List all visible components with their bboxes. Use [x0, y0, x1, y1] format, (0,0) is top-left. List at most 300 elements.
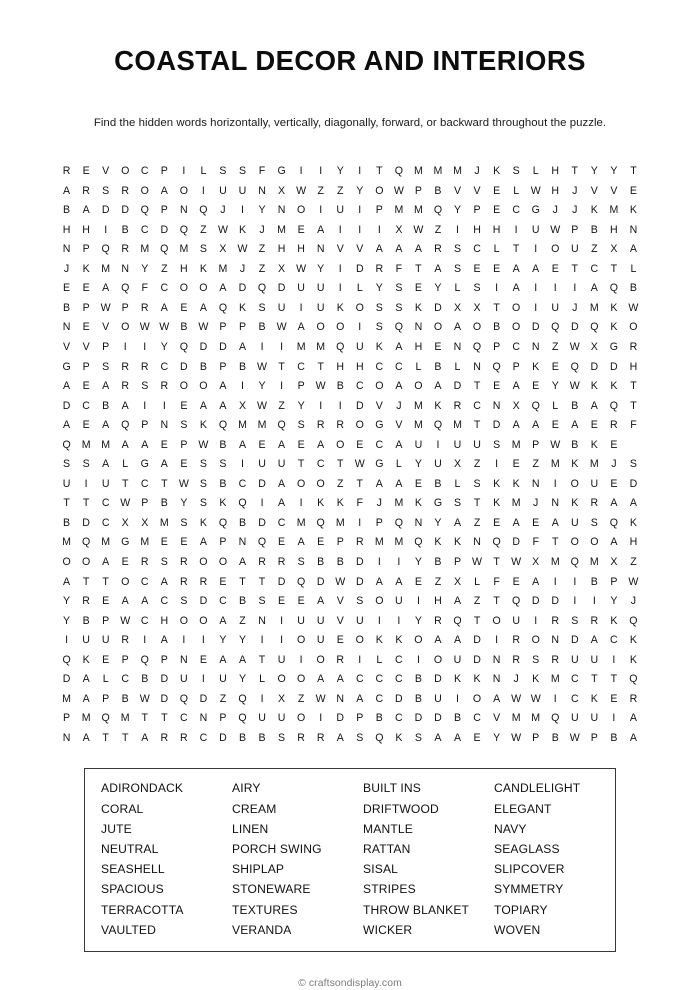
grid-cell[interactable]: W [550, 438, 561, 451]
grid-cell[interactable]: P [102, 692, 110, 705]
grid-cell[interactable]: A [102, 419, 110, 432]
grid-cell[interactable]: K [629, 204, 637, 217]
grid-cell[interactable]: S [199, 458, 207, 471]
grid-cell[interactable]: W [628, 575, 639, 588]
grid-cell[interactable]: R [316, 419, 325, 432]
grid-cell[interactable]: I [280, 340, 284, 353]
grid-cell[interactable]: S [395, 282, 403, 295]
grid-cell[interactable]: J [474, 165, 480, 178]
grid-cell[interactable]: K [590, 204, 598, 217]
grid-cell[interactable]: S [278, 731, 286, 744]
grid-cell[interactable]: A [629, 731, 637, 744]
grid-cell[interactable]: K [82, 653, 90, 666]
word-search-grid[interactable] [57, 162, 643, 748]
grid-cell[interactable]: D [355, 399, 364, 412]
grid-cell[interactable]: V [102, 165, 110, 178]
grid-cell[interactable]: M [238, 419, 247, 432]
grid-cell[interactable]: R [180, 731, 188, 744]
grid-cell[interactable]: K [395, 731, 403, 744]
grid-cell[interactable]: M [296, 516, 306, 529]
grid-cell[interactable]: P [121, 301, 129, 314]
word-list-item[interactable]: NEUTRAL [101, 842, 159, 857]
grid-cell[interactable]: K [375, 340, 383, 353]
grid-cell[interactable]: W [257, 399, 268, 412]
grid-cell[interactable]: B [219, 477, 227, 490]
word-list-item[interactable]: WOVEN [494, 922, 541, 937]
grid-cell[interactable]: D [512, 536, 520, 549]
grid-cell[interactable]: I [104, 223, 108, 236]
grid-cell[interactable]: S [395, 301, 403, 314]
grid-cell[interactable]: Y [238, 673, 247, 686]
grid-cell[interactable]: D [453, 380, 462, 393]
grid-cell[interactable]: W [354, 458, 365, 471]
grid-cell[interactable]: Y [493, 731, 501, 744]
grid-cell[interactable]: A [121, 595, 129, 608]
grid-cell[interactable]: D [629, 477, 638, 490]
grid-cell[interactable]: B [63, 204, 71, 217]
grid-cell[interactable]: B [258, 321, 266, 334]
grid-cell[interactable]: J [552, 204, 558, 217]
grid-cell[interactable]: A [317, 595, 325, 608]
grid-cell[interactable]: K [590, 692, 598, 705]
grid-cell[interactable]: M [453, 419, 462, 432]
grid-cell[interactable]: B [336, 380, 344, 393]
grid-cell[interactable]: R [629, 692, 638, 705]
grid-cell[interactable]: A [63, 575, 71, 588]
grid-cell[interactable]: L [376, 653, 383, 666]
grid-cell[interactable]: J [220, 204, 226, 217]
grid-cell[interactable]: Y [63, 595, 71, 608]
grid-cell[interactable]: W [139, 321, 150, 334]
grid-cell[interactable]: D [258, 477, 266, 490]
grid-cell[interactable]: H [62, 223, 71, 236]
grid-cell[interactable]: S [199, 477, 207, 490]
grid-cell[interactable]: V [590, 184, 598, 197]
grid-cell[interactable]: U [219, 184, 227, 197]
grid-cell[interactable]: D [355, 556, 364, 568]
grid-cell[interactable]: M [453, 165, 462, 178]
grid-cell[interactable]: A [375, 575, 383, 588]
grid-cell[interactable]: C [238, 477, 247, 490]
grid-cell[interactable]: A [512, 419, 520, 432]
grid-cell[interactable]: A [590, 634, 598, 647]
grid-cell[interactable]: C [395, 712, 403, 725]
grid-cell[interactable]: M [550, 556, 560, 568]
grid-cell[interactable]: D [355, 575, 364, 588]
grid-cell[interactable]: A [278, 477, 286, 490]
grid-cell[interactable]: W [159, 321, 170, 334]
grid-cell[interactable]: D [160, 673, 169, 686]
grid-cell[interactable]: C [375, 673, 384, 686]
grid-cell[interactable]: U [453, 653, 462, 666]
grid-cell[interactable]: Y [610, 595, 618, 608]
grid-cell[interactable]: E [629, 184, 637, 197]
grid-cell[interactable]: I [143, 399, 147, 412]
grid-cell[interactable]: K [434, 536, 442, 549]
grid-cell[interactable]: A [238, 438, 247, 451]
grid-cell[interactable]: U [434, 458, 442, 471]
grid-cell[interactable]: F [141, 282, 148, 295]
grid-cell[interactable]: W [530, 184, 541, 197]
grid-cell[interactable]: V [63, 340, 71, 353]
grid-cell[interactable]: Z [219, 692, 227, 705]
grid-cell[interactable]: C [160, 360, 169, 373]
grid-cell[interactable]: M [394, 497, 404, 510]
grid-cell[interactable]: K [453, 673, 462, 686]
grid-cell[interactable]: W [569, 380, 580, 393]
grid-cell[interactable]: H [355, 360, 364, 373]
grid-cell[interactable]: X [395, 223, 403, 236]
grid-cell[interactable]: S [180, 595, 188, 608]
grid-cell[interactable]: N [62, 321, 71, 334]
grid-cell[interactable]: K [571, 458, 579, 471]
grid-cell[interactable]: Y [160, 340, 168, 353]
grid-cell[interactable]: T [493, 595, 500, 608]
grid-cell[interactable]: A [238, 653, 247, 666]
grid-cell[interactable]: D [414, 712, 423, 725]
grid-cell[interactable]: G [433, 497, 443, 510]
word-list-item[interactable]: DRIFTWOOD [363, 801, 439, 816]
grid-cell[interactable]: R [140, 360, 149, 373]
grid-cell[interactable]: B [82, 614, 90, 627]
grid-cell[interactable]: B [414, 673, 422, 686]
grid-cell[interactable]: U [258, 712, 266, 725]
grid-cell[interactable]: W [257, 360, 268, 373]
grid-cell[interactable]: L [630, 262, 637, 275]
grid-cell[interactable]: O [531, 634, 540, 647]
grid-cell[interactable]: O [336, 438, 345, 451]
grid-cell[interactable]: S [629, 458, 637, 471]
grid-cell[interactable]: A [493, 692, 501, 705]
grid-cell[interactable]: C [375, 692, 384, 705]
grid-cell[interactable]: O [492, 614, 501, 627]
word-list-item[interactable]: SEAGLASS [494, 842, 560, 857]
grid-cell[interactable]: T [239, 575, 246, 588]
grid-cell[interactable]: X [278, 692, 286, 705]
word-list-item[interactable]: NAVY [494, 821, 527, 836]
grid-cell[interactable]: Y [356, 184, 364, 197]
grid-cell[interactable]: R [121, 360, 130, 373]
grid-cell[interactable]: P [493, 340, 501, 353]
grid-cell[interactable]: D [473, 653, 481, 666]
grid-cell[interactable]: C [395, 653, 403, 666]
grid-cell[interactable]: I [358, 653, 362, 666]
grid-cell[interactable]: H [473, 223, 481, 236]
grid-cell[interactable]: T [317, 360, 324, 373]
grid-cell[interactable]: G [531, 204, 540, 217]
word-list-item[interactable]: CREAM [232, 801, 277, 816]
grid-cell[interactable]: D [590, 360, 599, 373]
grid-cell[interactable]: R [375, 262, 384, 275]
grid-cell[interactable]: U [551, 301, 560, 314]
grid-cell[interactable]: T [473, 497, 481, 510]
grid-cell[interactable]: S [453, 243, 462, 256]
grid-cell[interactable]: A [297, 321, 305, 334]
grid-cell[interactable]: U [62, 477, 71, 490]
grid-cell[interactable]: Q [570, 556, 579, 568]
grid-cell[interactable]: I [182, 165, 186, 178]
grid-cell[interactable]: Y [258, 204, 266, 217]
grid-cell[interactable]: A [532, 262, 540, 275]
grid-cell[interactable]: S [356, 595, 364, 608]
grid-cell[interactable]: C [160, 282, 169, 295]
grid-cell[interactable]: L [415, 360, 422, 373]
grid-cell[interactable]: I [299, 165, 303, 178]
grid-cell[interactable]: V [473, 184, 481, 197]
grid-cell[interactable]: Q [336, 340, 345, 353]
grid-cell[interactable]: M [531, 712, 541, 725]
grid-cell[interactable]: E [180, 536, 188, 549]
grid-cell[interactable]: C [297, 360, 305, 373]
grid-cell[interactable]: I [358, 516, 362, 529]
grid-cell[interactable]: Z [258, 262, 266, 275]
grid-cell[interactable]: A [238, 556, 247, 568]
grid-cell[interactable]: D [434, 673, 442, 686]
grid-cell[interactable]: U [297, 282, 305, 295]
grid-cell[interactable]: A [82, 204, 90, 217]
word-list-item[interactable]: SEASHELL [101, 862, 165, 877]
grid-cell[interactable]: Q [414, 536, 423, 549]
grid-cell[interactable]: D [395, 692, 403, 705]
grid-cell[interactable]: D [473, 634, 481, 647]
grid-cell[interactable]: P [219, 536, 227, 549]
grid-cell[interactable]: X [453, 301, 462, 314]
grid-cell[interactable]: R [121, 380, 130, 393]
grid-cell[interactable]: P [571, 223, 579, 236]
grid-cell[interactable]: I [397, 614, 401, 627]
grid-cell[interactable]: U [180, 673, 188, 686]
grid-cell[interactable]: K [629, 653, 637, 666]
grid-cell[interactable]: A [219, 282, 227, 295]
grid-cell[interactable]: T [610, 673, 618, 686]
grid-cell[interactable]: E [493, 262, 501, 275]
grid-cell[interactable]: M [589, 458, 599, 471]
grid-cell[interactable]: U [316, 614, 325, 627]
grid-cell[interactable]: P [336, 536, 344, 549]
grid-cell[interactable]: D [62, 399, 71, 412]
grid-cell[interactable]: V [102, 321, 110, 334]
grid-cell[interactable]: O [121, 165, 130, 178]
word-list-item[interactable]: SLIPCOVER [494, 862, 565, 877]
grid-cell[interactable]: A [453, 321, 462, 334]
grid-cell[interactable]: I [358, 165, 362, 178]
grid-cell[interactable]: A [571, 419, 579, 432]
grid-cell[interactable]: V [395, 419, 403, 432]
grid-cell[interactable]: A [395, 575, 403, 588]
grid-cell[interactable]: X [512, 399, 520, 412]
grid-cell[interactable]: U [101, 477, 110, 490]
grid-cell[interactable]: N [258, 184, 266, 197]
grid-cell[interactable]: M [433, 165, 443, 178]
grid-cell[interactable]: Q [316, 516, 325, 529]
grid-cell[interactable]: A [453, 634, 462, 647]
grid-cell[interactable]: Z [434, 223, 442, 236]
grid-cell[interactable]: N [238, 536, 247, 549]
grid-cell[interactable]: M [81, 712, 91, 725]
grid-cell[interactable]: O [472, 692, 482, 705]
grid-cell[interactable]: I [280, 614, 284, 627]
grid-cell[interactable]: O [316, 477, 325, 490]
grid-cell[interactable]: I [358, 321, 362, 334]
grid-cell[interactable]: I [143, 634, 147, 647]
grid-cell[interactable]: O [355, 301, 364, 314]
grid-cell[interactable]: E [180, 301, 188, 314]
grid-cell[interactable]: J [630, 595, 637, 608]
grid-cell[interactable]: X [453, 575, 462, 588]
grid-cell[interactable]: V [610, 184, 618, 197]
grid-cell[interactable]: A [453, 731, 462, 744]
grid-cell[interactable]: K [238, 301, 247, 314]
grid-cell[interactable]: Q [179, 692, 188, 705]
grid-cell[interactable]: M [316, 340, 326, 353]
grid-cell[interactable]: R [512, 634, 520, 647]
grid-cell[interactable]: E [121, 556, 129, 568]
grid-cell[interactable]: S [180, 419, 188, 432]
grid-cell[interactable]: T [121, 477, 129, 490]
grid-cell[interactable]: D [160, 223, 169, 236]
grid-cell[interactable]: E [258, 438, 266, 451]
grid-cell[interactable]: R [82, 184, 90, 197]
grid-cell[interactable]: Q [394, 165, 403, 178]
grid-cell[interactable]: C [101, 497, 110, 510]
grid-cell[interactable]: C [101, 516, 110, 529]
grid-cell[interactable]: E [414, 282, 422, 295]
grid-cell[interactable]: D [62, 673, 71, 686]
grid-cell[interactable]: N [121, 262, 130, 275]
grid-cell[interactable]: I [123, 340, 127, 353]
grid-cell[interactable]: T [473, 614, 481, 627]
grid-cell[interactable]: A [317, 223, 325, 236]
word-list-item[interactable]: STRIPES [363, 882, 416, 897]
grid-cell[interactable]: O [551, 243, 560, 256]
grid-cell[interactable]: D [121, 204, 130, 217]
grid-cell[interactable]: Z [473, 595, 481, 608]
grid-cell[interactable]: C [140, 165, 149, 178]
grid-cell[interactable]: A [453, 516, 462, 529]
grid-cell[interactable]: D [531, 321, 540, 334]
grid-cell[interactable]: M [511, 497, 521, 510]
grid-cell[interactable]: O [297, 634, 306, 647]
grid-cell[interactable]: Q [297, 575, 306, 588]
grid-cell[interactable]: O [512, 301, 521, 314]
grid-cell[interactable]: P [532, 731, 540, 744]
grid-cell[interactable]: R [140, 556, 149, 568]
grid-cell[interactable]: M [120, 712, 130, 725]
grid-cell[interactable]: R [160, 731, 169, 744]
grid-cell[interactable]: A [395, 380, 403, 393]
grid-cell[interactable]: Q [257, 536, 267, 549]
grid-cell[interactable]: S [297, 556, 305, 568]
grid-cell[interactable]: U [277, 301, 286, 314]
grid-cell[interactable]: D [180, 360, 188, 373]
grid-cell[interactable]: T [473, 380, 481, 393]
word-list-item[interactable]: RATTAN [363, 842, 411, 857]
grid-cell[interactable]: Q [140, 653, 149, 666]
grid-cell[interactable]: W [120, 497, 131, 510]
grid-cell[interactable]: O [218, 556, 228, 568]
grid-cell[interactable]: M [550, 673, 560, 686]
grid-cell[interactable]: A [336, 731, 344, 744]
grid-cell[interactable]: I [201, 184, 205, 197]
grid-cell[interactable]: E [63, 282, 71, 295]
grid-cell[interactable]: B [180, 321, 188, 334]
grid-cell[interactable]: E [82, 419, 90, 432]
grid-cell[interactable]: I [534, 301, 538, 314]
grid-cell[interactable]: Z [258, 243, 266, 256]
grid-cell[interactable]: R [121, 243, 130, 256]
grid-cell[interactable]: Q [433, 204, 443, 217]
word-list-item[interactable]: VAULTED [101, 922, 157, 937]
grid-cell[interactable]: E [278, 595, 286, 608]
grid-cell[interactable]: C [140, 614, 149, 627]
grid-cell[interactable]: S [82, 458, 90, 471]
grid-cell[interactable]: U [277, 653, 286, 666]
grid-cell[interactable]: B [571, 399, 579, 412]
grid-cell[interactable]: Q [629, 614, 638, 627]
grid-cell[interactable]: D [160, 692, 169, 705]
grid-cell[interactable]: P [473, 204, 481, 217]
grid-cell[interactable]: O [472, 321, 482, 334]
grid-cell[interactable]: O [336, 321, 345, 334]
grid-cell[interactable]: O [199, 556, 208, 568]
grid-cell[interactable]: C [375, 360, 384, 373]
grid-cell[interactable]: B [102, 399, 110, 412]
grid-cell[interactable]: W [413, 223, 424, 236]
grid-cell[interactable]: R [82, 595, 90, 608]
grid-cell[interactable]: M [394, 536, 404, 549]
grid-cell[interactable]: N [180, 653, 188, 666]
grid-cell[interactable]: D [199, 692, 208, 705]
grid-cell[interactable]: D [610, 360, 618, 373]
grid-cell[interactable]: I [534, 614, 538, 627]
grid-cell[interactable]: K [493, 477, 501, 490]
grid-cell[interactable]: S [356, 731, 364, 744]
grid-cell[interactable]: D [277, 282, 286, 295]
grid-cell[interactable]: A [395, 340, 403, 353]
grid-cell[interactable]: I [358, 204, 362, 217]
grid-cell[interactable]: A [551, 516, 559, 529]
grid-cell[interactable]: Q [160, 243, 169, 256]
grid-cell[interactable]: I [456, 692, 459, 705]
grid-cell[interactable]: N [531, 477, 540, 490]
word-list-item[interactable]: CORAL [101, 801, 144, 816]
grid-cell[interactable]: A [160, 301, 168, 314]
grid-cell[interactable]: A [121, 438, 129, 451]
grid-cell[interactable]: T [102, 731, 109, 744]
grid-cell[interactable]: R [610, 419, 618, 432]
grid-cell[interactable]: T [102, 575, 109, 588]
grid-cell[interactable]: O [433, 653, 443, 666]
grid-cell[interactable]: K [610, 301, 618, 314]
grid-cell[interactable]: X [278, 184, 286, 197]
grid-cell[interactable]: W [296, 262, 307, 275]
grid-cell[interactable]: Y [434, 516, 442, 529]
grid-cell[interactable]: I [397, 556, 401, 568]
grid-cell[interactable]: I [182, 634, 186, 647]
grid-cell[interactable]: P [102, 614, 110, 627]
word-list-item[interactable]: BUILT INS [363, 781, 422, 796]
grid-cell[interactable]: R [199, 575, 208, 588]
grid-cell[interactable]: N [199, 712, 208, 725]
grid-cell[interactable]: A [278, 438, 286, 451]
grid-cell[interactable]: I [241, 204, 244, 217]
grid-cell[interactable]: N [551, 634, 560, 647]
grid-cell[interactable]: E [610, 477, 618, 490]
grid-cell[interactable]: C [590, 262, 599, 275]
grid-cell[interactable]: B [238, 516, 247, 529]
grid-cell[interactable]: C [140, 223, 149, 236]
word-list-item[interactable]: SYMMETRY [494, 882, 564, 897]
